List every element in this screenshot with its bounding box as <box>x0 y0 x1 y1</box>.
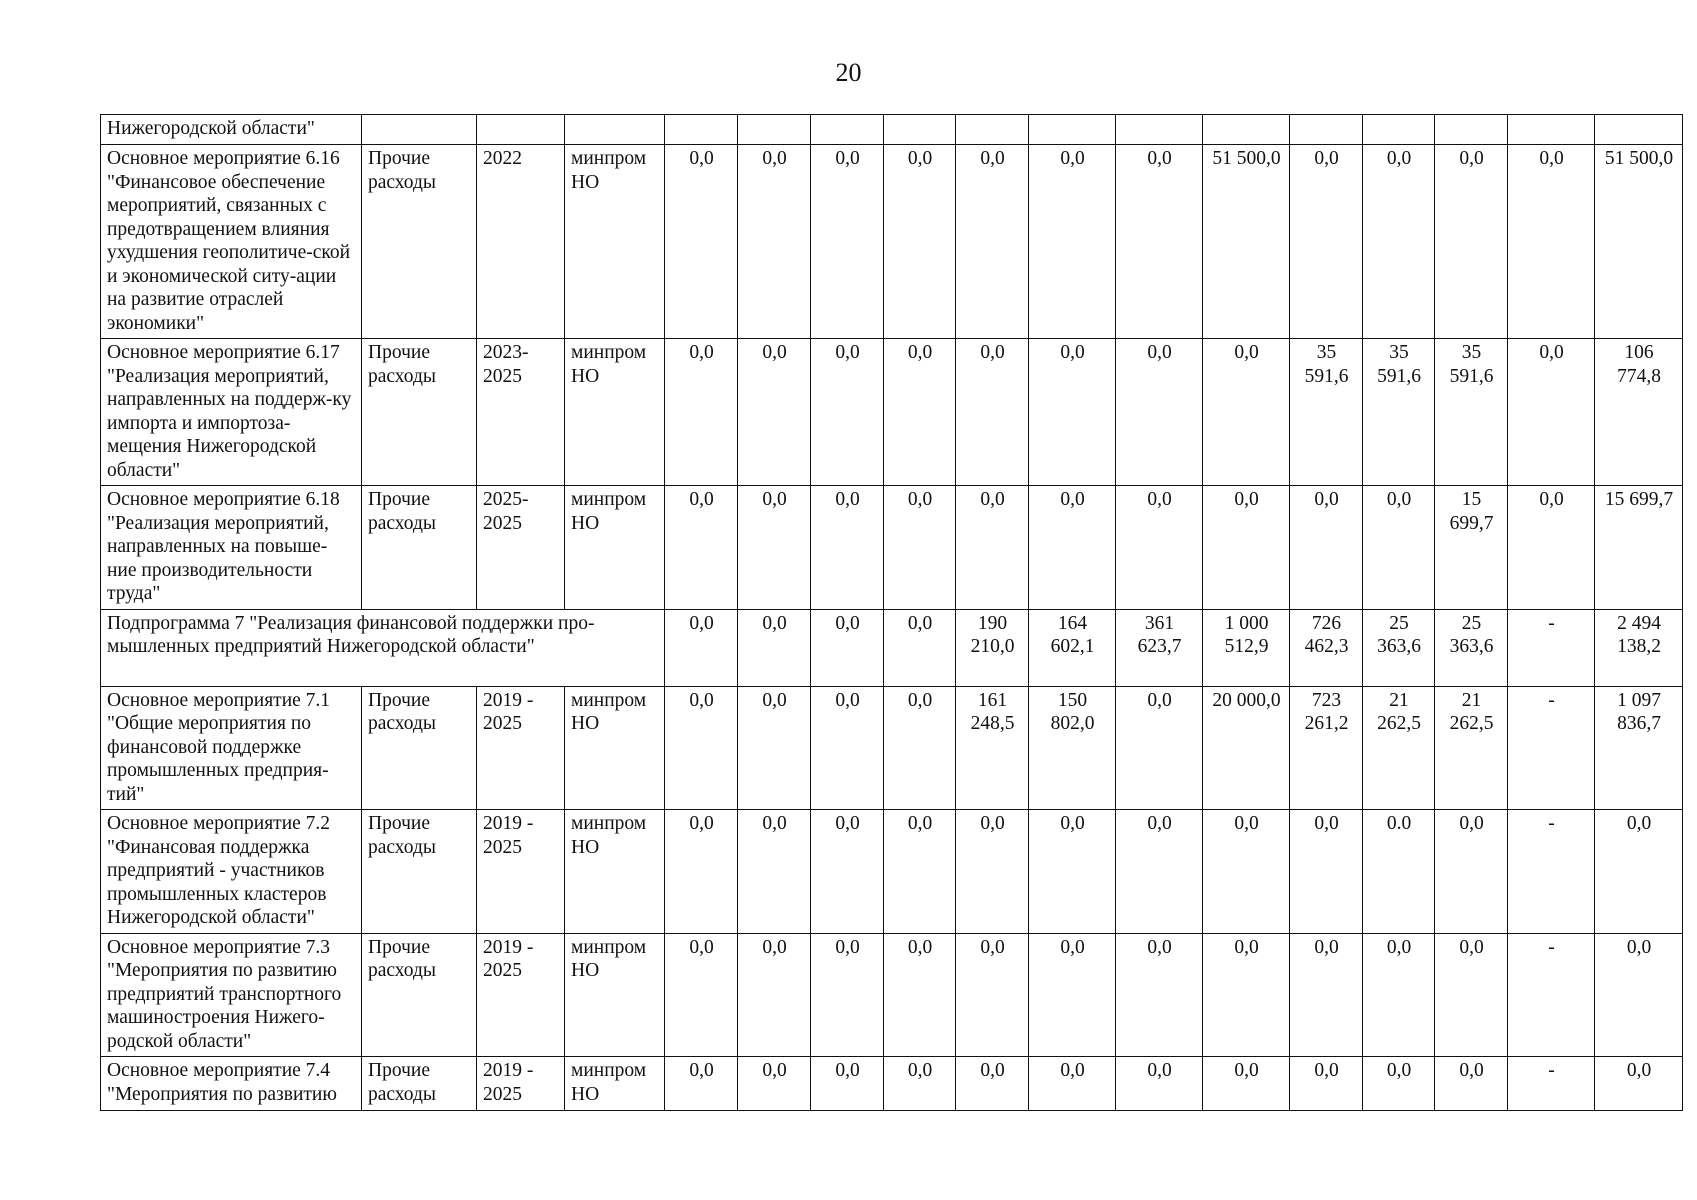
value-cell: 35 591,6 <box>1435 339 1508 486</box>
period-cell: 2019 - 2025 <box>477 1057 565 1111</box>
value-cell: 0,0 <box>738 145 811 339</box>
value-cell <box>1595 115 1683 145</box>
value-cell: - <box>1508 810 1595 934</box>
table-row <box>101 686 1683 810</box>
value-cell: 0,0 <box>665 686 738 810</box>
value-cell: 0,0 <box>738 609 811 686</box>
value-cell: 0,0 <box>884 1057 956 1111</box>
value-cell: 0,0 <box>1029 339 1116 486</box>
executor-cell: минпром НО <box>565 933 665 1057</box>
value-cell: 0,0 <box>1363 1057 1435 1111</box>
value-cell: 106 774,8 <box>1595 339 1683 486</box>
executor-cell <box>565 115 665 145</box>
value-cell: 0,0 <box>1290 933 1363 1057</box>
expense-type-cell <box>362 115 477 145</box>
value-cell <box>884 115 956 145</box>
table-row <box>101 810 1683 934</box>
value-cell: 0,0 <box>665 145 738 339</box>
subprogram-title-cell: Подпрограмма 7 "Реализация финансовой поддержки про-мышленных предприятий Нижегородской области" <box>101 609 665 686</box>
value-cell: 15 699,7 <box>1435 486 1508 610</box>
value-cell <box>1363 115 1435 145</box>
value-cell: 0,0 <box>665 339 738 486</box>
value-cell: 0,0 <box>1029 486 1116 610</box>
value-cell: 0,0 <box>1029 145 1116 339</box>
value-cell: 0,0 <box>1116 145 1203 339</box>
value-cell: 150 802,0 <box>1029 686 1116 810</box>
value-cell: 0,0 <box>956 933 1029 1057</box>
value-cell: 0,0 <box>1029 933 1116 1057</box>
value-cell: 0,0 <box>811 339 884 486</box>
value-cell: 0,0 <box>738 486 811 610</box>
value-cell: 0,0 <box>1435 145 1508 339</box>
value-cell <box>1116 115 1203 145</box>
value-cell: 1 097 836,7 <box>1595 686 1683 810</box>
period-cell: 2023-2025 <box>477 339 565 486</box>
value-cell: 723 261,2 <box>1290 686 1363 810</box>
value-cell: 0,0 <box>665 933 738 1057</box>
value-cell: 0,0 <box>1290 810 1363 934</box>
value-cell: 0,0 <box>1508 486 1595 610</box>
value-cell: - <box>1508 686 1595 810</box>
value-cell: 0,0 <box>1363 145 1435 339</box>
value-cell: 0,0 <box>738 339 811 486</box>
value-cell: 0,0 <box>1435 1057 1508 1111</box>
expense-type-cell: Прочие расходы <box>362 933 477 1057</box>
value-cell: 0.0 <box>1363 810 1435 934</box>
subprogram-row <box>101 609 1683 686</box>
value-cell: 0,0 <box>884 145 956 339</box>
value-cell: 0,0 <box>956 810 1029 934</box>
value-cell: 0,0 <box>884 609 956 686</box>
value-cell: 0,0 <box>1435 933 1508 1057</box>
value-cell: 0,0 <box>811 1057 884 1111</box>
period-cell: 2025-2025 <box>477 486 565 610</box>
value-cell: 0,0 <box>1116 686 1203 810</box>
value-cell <box>811 115 884 145</box>
value-cell: - <box>1508 933 1595 1057</box>
value-cell: 361 623,7 <box>1116 609 1203 686</box>
value-cell: 0,0 <box>1203 933 1290 1057</box>
value-cell: 51 500,0 <box>1595 145 1683 339</box>
activity-name-cell: Нижегородской области" <box>101 115 362 145</box>
expense-type-cell: Прочие расходы <box>362 810 477 934</box>
table-row <box>101 115 1683 145</box>
activity-name-cell: Основное мероприятие 6.16 "Финансовое обеспечение мероприятий, связанных с предотвращением влияния ухудшения геополитиче-ской и экономической ситу-ации на развитие отраслей экономики" <box>101 145 362 339</box>
value-cell: - <box>1508 609 1595 686</box>
value-cell <box>1203 115 1290 145</box>
value-cell: 0,0 <box>1029 1057 1116 1111</box>
value-cell <box>1435 115 1508 145</box>
value-cell: 25 363,6 <box>1435 609 1508 686</box>
value-cell: 0,0 <box>1290 486 1363 610</box>
value-cell: 0,0 <box>665 609 738 686</box>
value-cell: 0,0 <box>1203 486 1290 610</box>
period-cell: 2019 - 2025 <box>477 933 565 1057</box>
value-cell: 0,0 <box>811 810 884 934</box>
value-cell: 21 262,5 <box>1435 686 1508 810</box>
expense-type-cell: Прочие расходы <box>362 686 477 810</box>
value-cell: 0,0 <box>1363 933 1435 1057</box>
value-cell <box>956 115 1029 145</box>
value-cell: 726 462,3 <box>1290 609 1363 686</box>
value-cell: 0,0 <box>956 339 1029 486</box>
table-row <box>101 1057 1683 1111</box>
expense-type-cell: Прочие расходы <box>362 145 477 339</box>
value-cell: 20 000,0 <box>1203 686 1290 810</box>
value-cell: 0,0 <box>1116 339 1203 486</box>
value-cell: 0,0 <box>1595 1057 1683 1111</box>
value-cell: 0,0 <box>738 810 811 934</box>
value-cell: 0,0 <box>1203 339 1290 486</box>
executor-cell: минпром НО <box>565 686 665 810</box>
value-cell: 0,0 <box>884 339 956 486</box>
value-cell: 0,0 <box>956 1057 1029 1111</box>
executor-cell: минпром НО <box>565 145 665 339</box>
value-cell: 0,0 <box>956 486 1029 610</box>
value-cell: 0,0 <box>1435 810 1508 934</box>
value-cell: 0,0 <box>1203 1057 1290 1111</box>
value-cell: 0,0 <box>1508 339 1595 486</box>
value-cell: 0,0 <box>1116 1057 1203 1111</box>
value-cell: 0,0 <box>884 686 956 810</box>
executor-cell: минпром НО <box>565 1057 665 1111</box>
expense-type-cell: Прочие расходы <box>362 1057 477 1111</box>
value-cell: 0,0 <box>884 933 956 1057</box>
value-cell: 0,0 <box>1116 933 1203 1057</box>
value-cell: 0,0 <box>1029 810 1116 934</box>
value-cell: 0,0 <box>1116 486 1203 610</box>
value-cell: 0,0 <box>956 145 1029 339</box>
table-row <box>101 339 1683 486</box>
expense-type-cell: Прочие расходы <box>362 486 477 610</box>
value-cell: 0,0 <box>811 609 884 686</box>
value-cell: 0,0 <box>738 933 811 1057</box>
value-cell: 164 602,1 <box>1029 609 1116 686</box>
value-cell: 0,0 <box>811 686 884 810</box>
value-cell: 51 500,0 <box>1203 145 1290 339</box>
activity-name-cell: Основное мероприятие 7.3 "Мероприятия по развитию предприятий транспортного машиностроения Нижего-родской области" <box>101 933 362 1057</box>
table-row <box>101 486 1683 610</box>
value-cell: 0,0 <box>884 486 956 610</box>
value-cell: 0,0 <box>811 486 884 610</box>
table-body <box>101 115 1683 1111</box>
activity-name-cell: Основное мероприятие 6.18 "Реализация мероприятий, направленных на повыше-ние производительности труда" <box>101 486 362 610</box>
value-cell: 0,0 <box>1203 810 1290 934</box>
budget-table <box>100 114 1683 1111</box>
value-cell: 35 591,6 <box>1363 339 1435 486</box>
value-cell: - <box>1508 1057 1595 1111</box>
value-cell: 15 699,7 <box>1595 486 1683 610</box>
value-cell: 190 210,0 <box>956 609 1029 686</box>
value-cell <box>1508 115 1595 145</box>
value-cell: 0,0 <box>665 1057 738 1111</box>
value-cell: 0,0 <box>884 810 956 934</box>
activity-name-cell: Основное мероприятие 7.2 "Финансовая поддержка предприятий - участников промышленных кластеров Нижегородской области" <box>101 810 362 934</box>
value-cell: 0,0 <box>1290 145 1363 339</box>
table-row <box>101 145 1683 339</box>
value-cell: 0,0 <box>811 145 884 339</box>
period-cell: 2019 - 2025 <box>477 686 565 810</box>
value-cell <box>1029 115 1116 145</box>
executor-cell: минпром НО <box>565 339 665 486</box>
value-cell: 0,0 <box>665 486 738 610</box>
activity-name-cell: Основное мероприятие 6.17 "Реализация мероприятий, направленных на поддерж-ку импорта и импортоза-мещения Нижегородской области" <box>101 339 362 486</box>
value-cell: 0,0 <box>1290 1057 1363 1111</box>
value-cell: 0,0 <box>738 1057 811 1111</box>
activity-name-cell: Основное мероприятие 7.4 "Мероприятия по развитию <box>101 1057 362 1111</box>
value-cell: 0,0 <box>1595 933 1683 1057</box>
value-cell: 2 494 138,2 <box>1595 609 1683 686</box>
value-cell: 25 363,6 <box>1363 609 1435 686</box>
value-cell: 0,0 <box>1363 486 1435 610</box>
value-cell: 35 591,6 <box>1290 339 1363 486</box>
value-cell <box>1290 115 1363 145</box>
value-cell: 161 248,5 <box>956 686 1029 810</box>
executor-cell: минпром НО <box>565 486 665 610</box>
value-cell: 0,0 <box>811 933 884 1057</box>
page-number: 20 <box>835 58 862 87</box>
value-cell: 0,0 <box>738 686 811 810</box>
period-cell <box>477 115 565 145</box>
value-cell <box>665 115 738 145</box>
table-row <box>101 933 1683 1057</box>
value-cell: 0,0 <box>1595 810 1683 934</box>
value-cell <box>738 115 811 145</box>
value-cell: 0,0 <box>1508 145 1595 339</box>
value-cell: 1 000 512,9 <box>1203 609 1290 686</box>
value-cell: 0,0 <box>665 810 738 934</box>
activity-name-cell: Основное мероприятие 7.1 "Общие мероприятия по финансовой поддержке промышленных предприя-тий" <box>101 686 362 810</box>
period-cell: 2022 <box>477 145 565 339</box>
expense-type-cell: Прочие расходы <box>362 339 477 486</box>
period-cell: 2019 - 2025 <box>477 810 565 934</box>
value-cell: 0,0 <box>1116 810 1203 934</box>
executor-cell: минпром НО <box>565 810 665 934</box>
value-cell: 21 262,5 <box>1363 686 1435 810</box>
